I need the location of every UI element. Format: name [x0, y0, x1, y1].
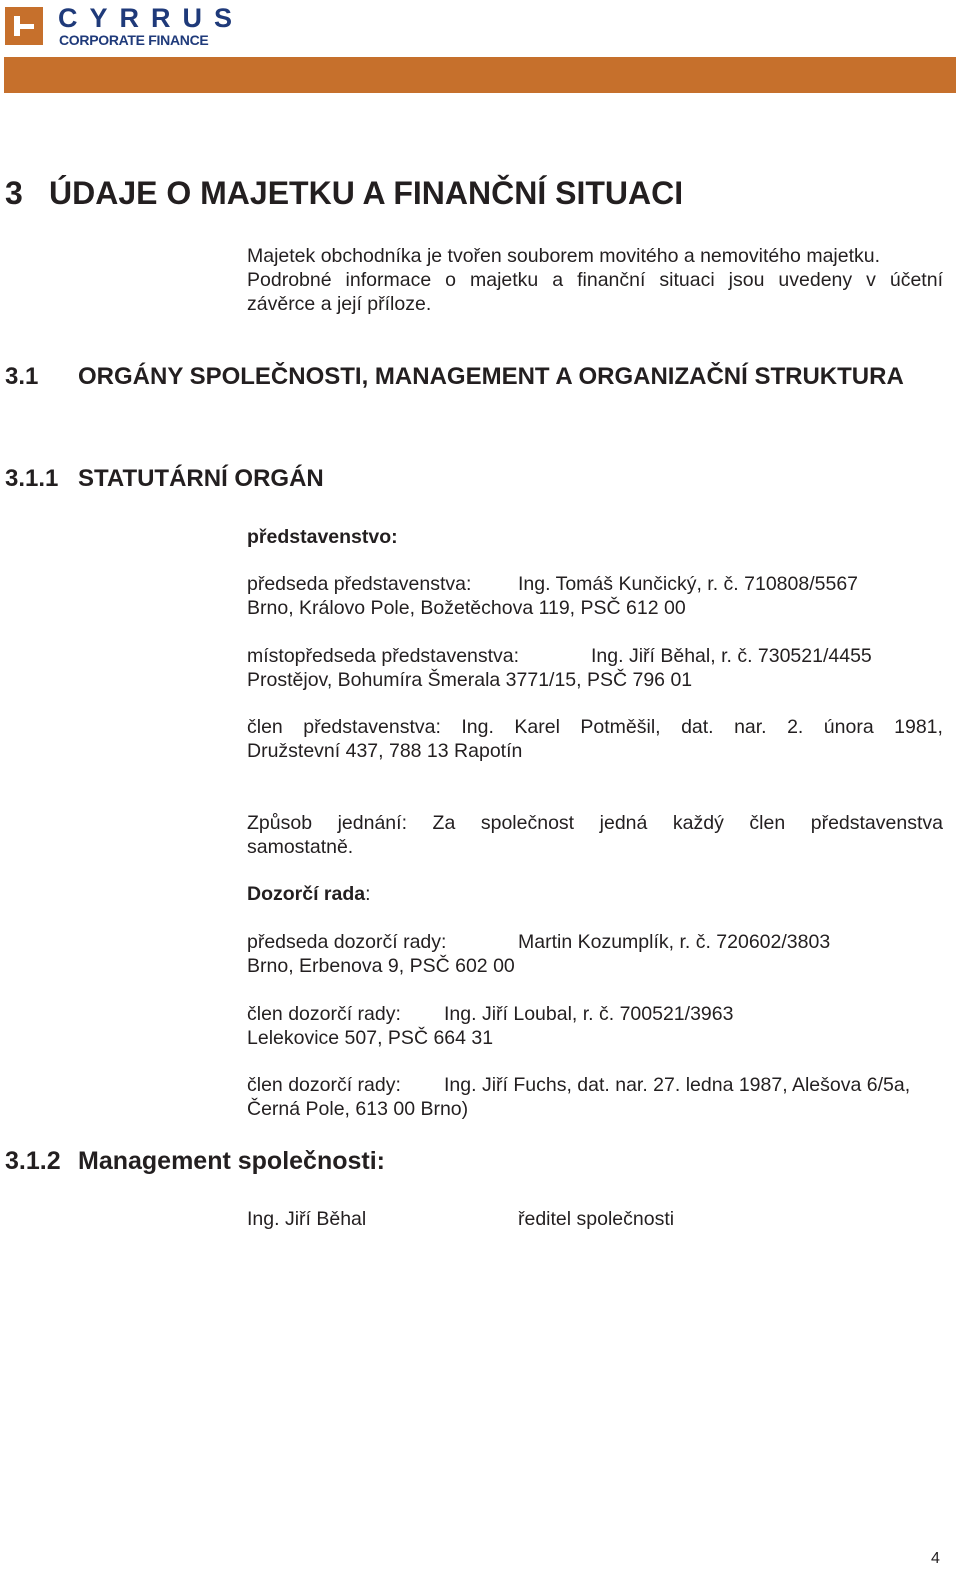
word: dat. [681, 716, 714, 738]
board-chair-address: Brno, Královo Pole, Božetěchova 119, PSČ 612 00 [247, 597, 686, 619]
word: jednání: [337, 812, 407, 834]
word: jedná [599, 812, 648, 834]
page-number: 4 [931, 1550, 940, 1567]
section-3-1-1-title: STATUTÁRNÍ ORGÁN [78, 465, 324, 492]
board-chair-value: Ing. Tomáš Kunčický, r. č. 710808/5567 [518, 573, 859, 595]
sup-member-1-value: Ing. Jiří Loubal, r. č. 700521/3963 [444, 1003, 734, 1025]
word: 1981, [894, 716, 943, 738]
board-member-line [247, 716, 943, 739]
section-3-1-title: ORGÁNY SPOLEČNOSTI, MANAGEMENT A ORGANIZAČNÍ STRUKTURA [78, 363, 904, 390]
sup-member-2-label: člen dozorčí rady: [247, 1074, 401, 1096]
paragraph-line-text: Majetek obchodníka je tvořen souborem movitého a nemovitého majetku. [247, 245, 881, 267]
board-member-address: Družstevní 437, 788 13 Rapotín [247, 740, 523, 762]
logo-subtitle: CORPORATE FINANCE [59, 32, 209, 48]
section-3-number: 3 [5, 175, 23, 211]
supervisory-heading [247, 883, 371, 906]
word: Za [432, 812, 456, 834]
word: Způsob [247, 812, 313, 834]
word: 2. [787, 716, 804, 738]
word: člen [247, 716, 283, 738]
sup-chair-address: Brno, Erbenova 9, PSČ 602 00 [247, 955, 515, 977]
sup-chair-label: předseda dozorčí rady: [247, 931, 447, 953]
header-bar [4, 57, 956, 93]
section-3-1-2-title: Management společnosti: [78, 1147, 385, 1175]
board-chair-label: předseda představenstva: [247, 573, 472, 595]
word: představenstva: [303, 716, 441, 738]
word: člen [749, 812, 786, 834]
word: společnost [480, 812, 575, 834]
word: Potměšil, [580, 716, 661, 738]
word: každý [672, 812, 724, 834]
supervisory-heading-colon: : [365, 883, 371, 905]
word: Ing. [461, 716, 494, 738]
section-3-paragraph-line-1 [247, 245, 943, 268]
sup-member-2-value: Ing. Jiří Fuchs, dat. nar. 27. ledna 1987, Alešova 6/5a, [444, 1074, 911, 1096]
manager-role: ředitel společnosti [518, 1208, 675, 1230]
logo-name: CYRRUS [58, 3, 245, 33]
word: představenstva [810, 812, 943, 834]
section-3-1-1-number: 3.1.1 [5, 465, 59, 492]
manager-name: Ing. Jiří Běhal [247, 1208, 367, 1230]
section-3-paragraph-line-2: Podrobné informace o majetku a finanční situaci jsou uvedeny v účetní [247, 269, 943, 291]
acting-line-2: samostatně. [247, 836, 354, 858]
word: nar. [734, 716, 767, 738]
sup-member-2-address: Černá Pole, 613 00 Brno) [247, 1098, 469, 1120]
sup-member-1-label: člen dozorčí rady: [247, 1003, 401, 1025]
section-3-1-number: 3.1 [5, 363, 39, 390]
board-vice-label: místopředseda představenstva: [247, 645, 520, 667]
section-3-title: ÚDAJE O MAJETKU A FINANČNÍ SITUACI [49, 175, 684, 211]
section-3-1-2-number: 3.1.2 [5, 1147, 61, 1175]
supervisory-heading-text: Dozorčí rada [247, 883, 366, 905]
board-heading: představenstvo: [247, 526, 398, 548]
word: února [823, 716, 874, 738]
word: Karel [514, 716, 560, 738]
logo-mark-icon [5, 7, 43, 45]
acting-line [247, 812, 943, 835]
sup-member-1-address: Lelekovice 507, PSČ 664 31 [247, 1027, 494, 1049]
section-3-paragraph-line-3: závěrce a její příloze. [247, 293, 432, 315]
board-vice-value: Ing. Jiří Běhal, r. č. 730521/4455 [591, 645, 872, 667]
board-vice-address: Prostějov, Bohumíra Šmerala 3771/15, PSČ 796 01 [247, 669, 693, 691]
sup-chair-value: Martin Kozumplík, r. č. 720602/3803 [518, 931, 831, 953]
